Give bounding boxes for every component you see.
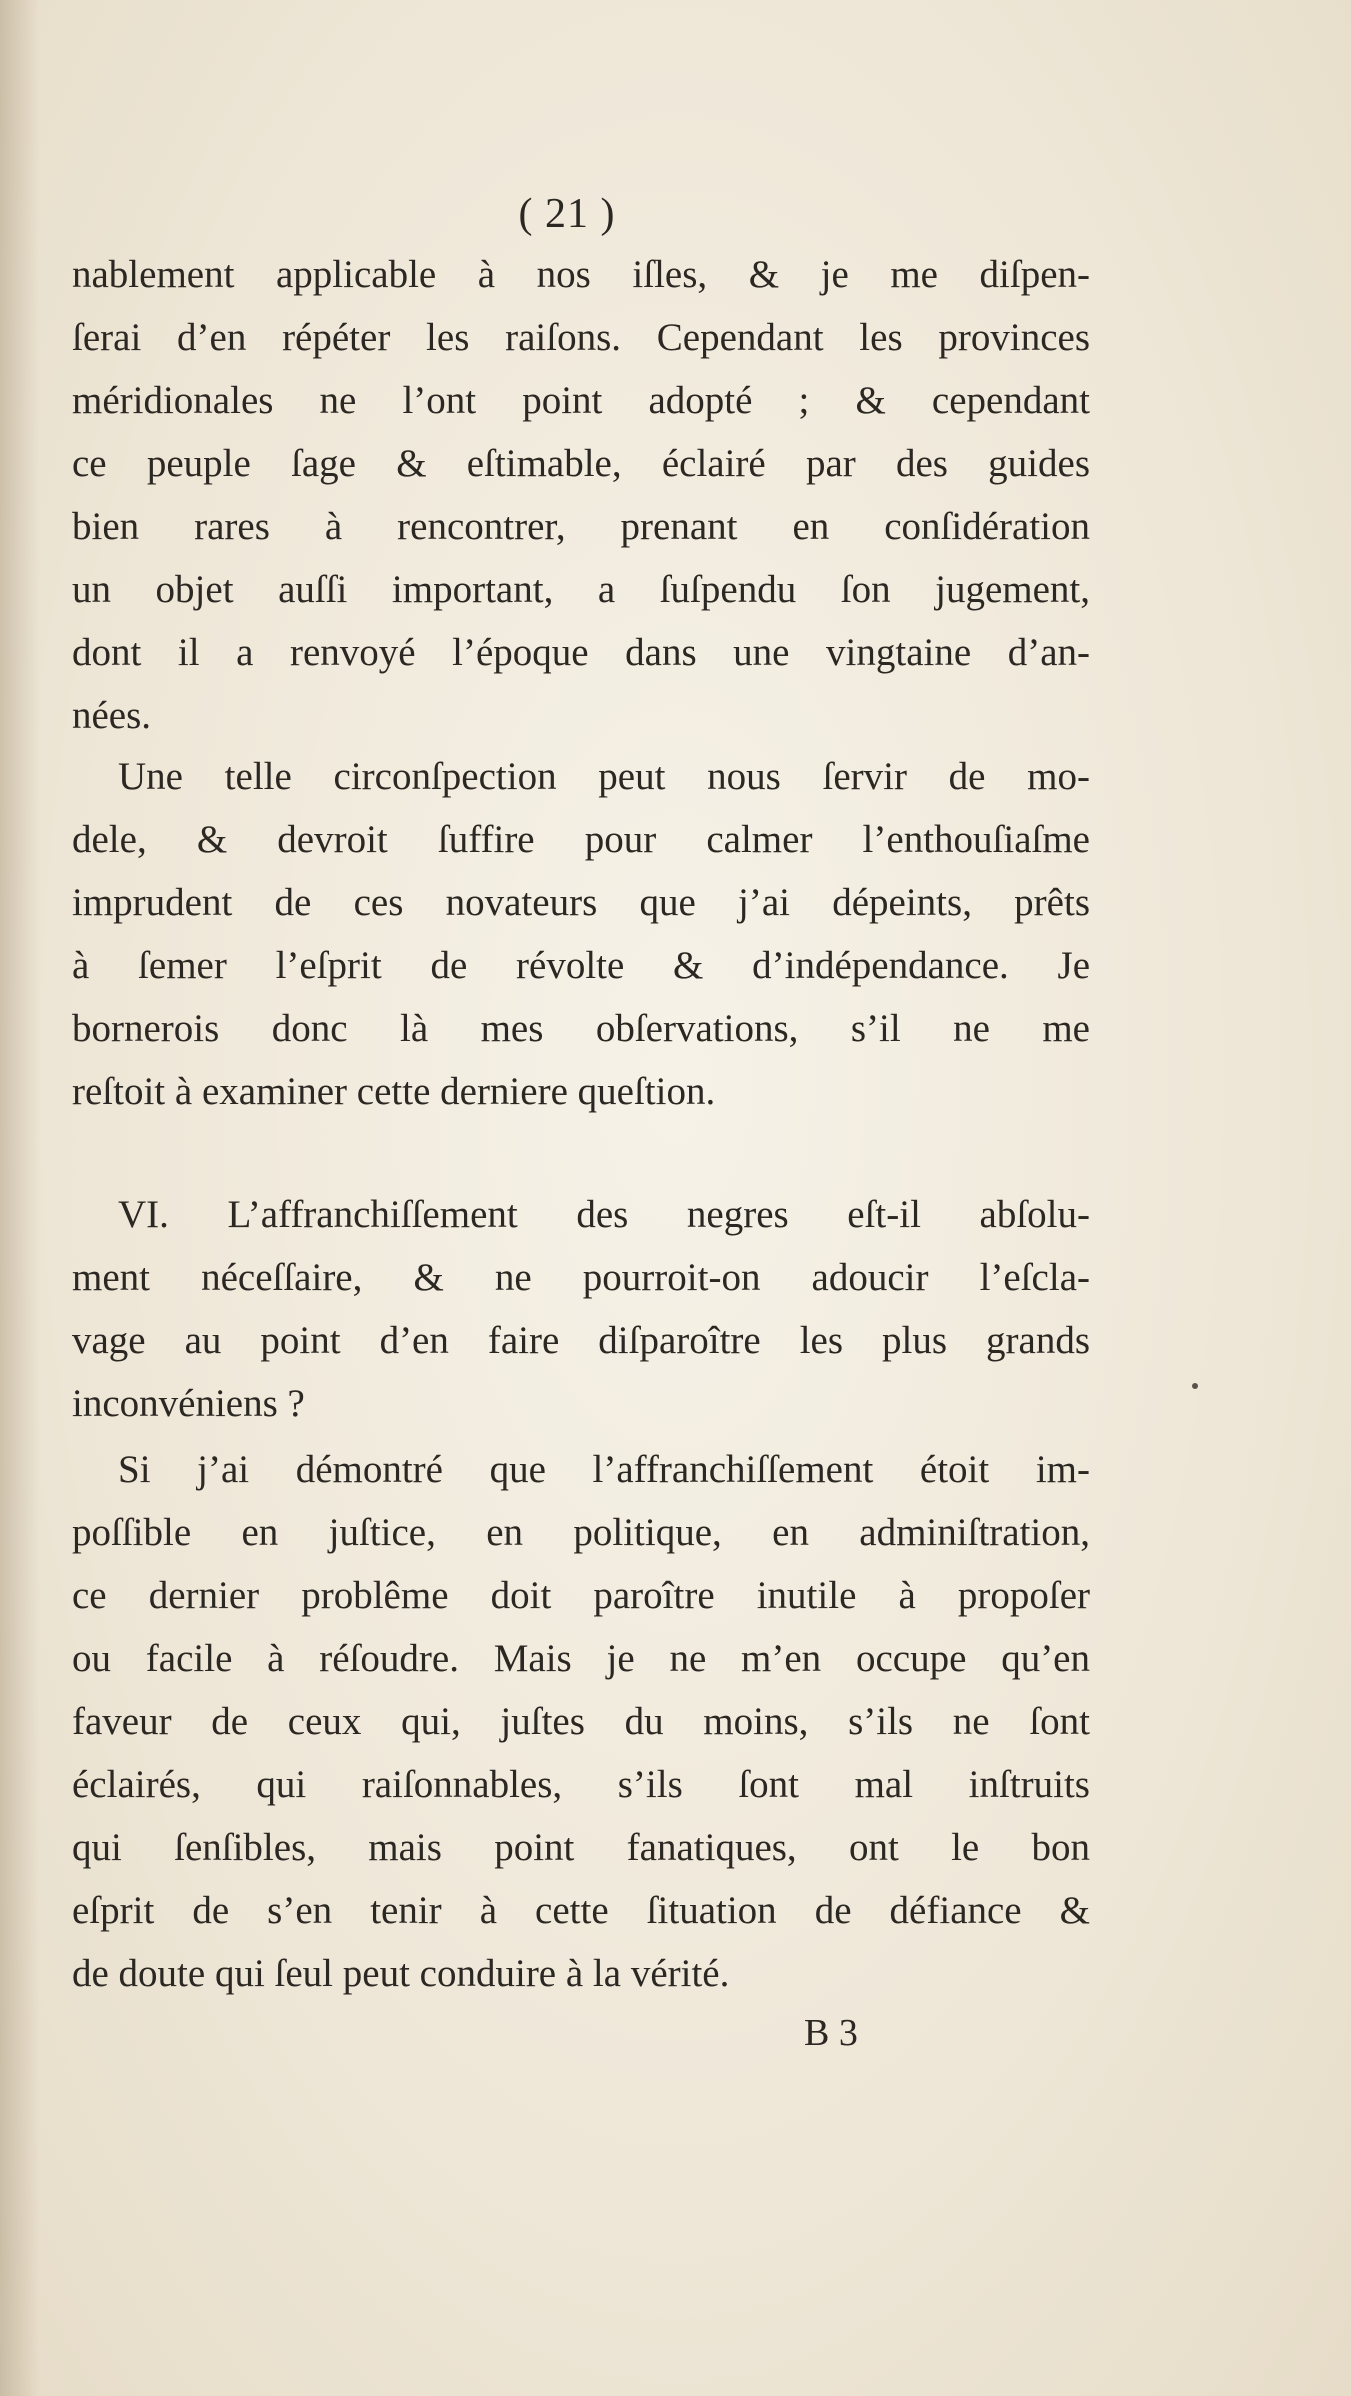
text-line: ſerai d’en répéter les raiſons. Cependant les provinces — [72, 316, 1090, 359]
text-line: bornerois donc là mes obſervations, s’il ne me — [72, 1007, 1090, 1050]
text-line: Si j’ai démontré que l’affranchiſſement étoit im- — [118, 1448, 1090, 1491]
text-line: de doute qui ſeul peut conduire à la vérité. — [72, 1952, 730, 1995]
text-line: inconvéniens ? — [72, 1382, 305, 1425]
text-line: VI. L’affranchiſſement des negres eſt-il abſolu- — [118, 1193, 1090, 1236]
paragraph-1 — [72, 243, 1090, 747]
text-line: poſſible en juſtice, en politique, en adminiſtration, — [72, 1511, 1090, 1554]
text-line: à ſemer l’eſprit de révolte & d’indépendance. Je — [72, 944, 1090, 987]
text-line: dele, & devroit ſuffire pour calmer l’enthouſiaſme — [72, 818, 1090, 861]
text-line: eſprit de s’en tenir à cette ſituation de défiance & — [72, 1889, 1090, 1932]
text-line: vage au point d’en faire diſparoître les plus grands — [72, 1319, 1090, 1362]
page-gutter-shadow — [0, 0, 40, 2396]
text-line: bien rares à rencontrer, prenant en conſidération — [72, 505, 1090, 548]
paragraph-2 — [72, 745, 1090, 1123]
text-line: méridionales ne l’ont point adopté ; & cependant — [72, 379, 1090, 422]
text-line: un objet auſſi important, a ſuſpendu ſon jugement, — [72, 568, 1090, 611]
signature-mark: B 3 — [804, 2012, 858, 2054]
page-number: ( 21 ) — [518, 191, 616, 237]
text-line: qui ſenſibles, mais point fanatiques, ont le bon — [72, 1826, 1090, 1869]
text-line: imprudent de ces novateurs que j’ai dépeints, prêts — [72, 881, 1090, 924]
text-line: nées. — [72, 694, 152, 737]
ink-speck — [1192, 1383, 1198, 1389]
text-line: ce peuple ſage & eſtimable, éclairé par des guides — [72, 442, 1090, 485]
text-line: faveur de ceux qui, juſtes du moins, s’ils ne ſont — [72, 1700, 1090, 1743]
text-line: dont il a renvoyé l’époque dans une vingtaine d’an- — [72, 631, 1090, 674]
text-line: reſtoit à examiner cette derniere queſtion. — [72, 1070, 716, 1113]
text-line: Une telle circonſpection peut nous ſervir de mo- — [118, 755, 1090, 798]
text-line: ou facile à réſoudre. Mais je ne m’en occupe qu’en — [72, 1637, 1090, 1680]
text-line: ce dernier problême doit paroître inutile à propoſer — [72, 1574, 1090, 1617]
text-line: ment néceſſaire, & ne pourroit-on adoucir l’eſcla- — [72, 1256, 1090, 1299]
text-line: nablement applicable à nos iſles, & je me diſpen- — [72, 253, 1090, 296]
text-line: éclairés, qui raiſonnables, s’ils ſont mal inſtruits — [72, 1763, 1090, 1806]
section-heading-vi — [72, 1183, 1090, 1435]
paragraph-4 — [72, 1438, 1090, 2005]
